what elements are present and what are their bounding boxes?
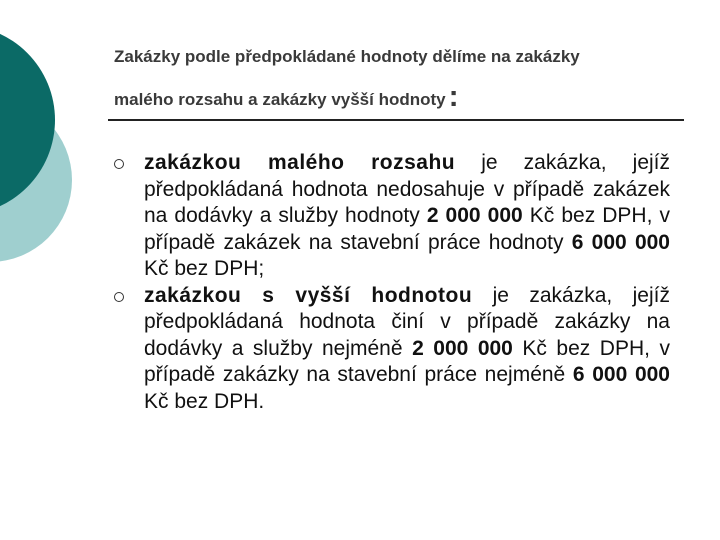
bullet-amount: 2 000 000 [426,204,523,227]
bullet-text-part: je zakázka, jejíž předpokládaná hodnota nedosahuje v případě zakázek na dodávky a služby hodnoty [144,151,670,227]
bullet-text [144,283,670,416]
bullet-amount: 2 000 000 [412,336,513,360]
bullet-list [114,150,670,415]
title-divider [108,119,684,121]
bullet-text [144,150,670,283]
bullet-circle-icon [114,292,124,302]
title-line-2 [114,80,674,113]
bullet-amount: 6 000 000 [572,363,670,386]
bullet-term: zakázkou malého rozsahu [144,151,456,174]
bullet-item-higher-value [114,283,670,416]
bullet-item-small-scope [114,150,670,283]
bullet-amount: 6 000 000 [571,230,670,254]
bullet-text-part: Kč bez DPH, v případě zakázky na stavební práce nejméně [144,336,670,386]
slide-title [114,46,674,111]
bullet-circle-icon [114,159,124,169]
title-colon: : [448,80,459,113]
title-line-2-text: malého rozsahu a zakázky vyšší hodnoty [114,90,446,109]
bullet-text-part: Kč bez DPH, v případě zakázek na stavební práce hodnoty [144,204,670,254]
decorative-circles [0,0,120,300]
bullet-text-part: Kč bez DPH. [144,389,265,413]
bullet-text-part: je zakázka, jejíž předpokládaná hodnota činí v případě zakázky na dodávky a služby nejméně [144,283,670,360]
title-line-1: Zakázky podle předpokládané hodnoty dělíme na zakázky [114,47,580,66]
bullet-term: zakázkou s vyšší hodnotou [144,283,473,307]
bullet-text-part: Kč bez DPH; [144,257,265,280]
